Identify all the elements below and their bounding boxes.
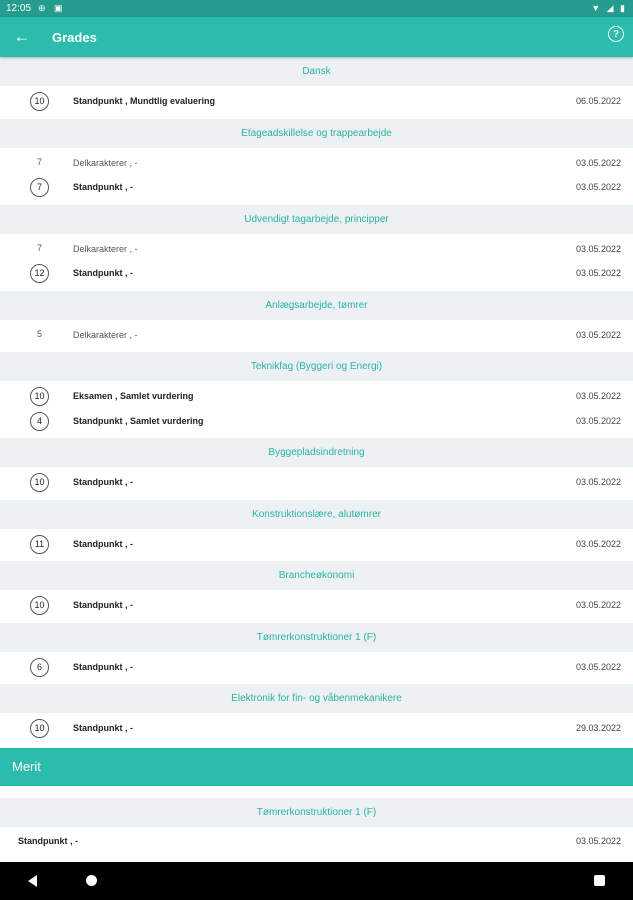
arrow-left-icon[interactable]: ← (13, 27, 31, 46)
system-nav-bar (0, 862, 633, 900)
grade-row[interactable] (0, 409, 633, 434)
subjects-container (0, 57, 633, 746)
status-bar (0, 0, 633, 17)
grade-row-label: Standpunkt , - (73, 538, 133, 549)
grade-badge: 5 (36, 328, 42, 339)
grade-row[interactable] (0, 532, 633, 557)
grade-row-date: 06.05.2022 (575, 96, 621, 106)
grades-list[interactable] (0, 57, 633, 862)
grade-rows (0, 590, 633, 623)
grade-row-label: Standpunkt , - (73, 723, 133, 733)
grade-row-label: Delkarakterer , - (73, 243, 138, 254)
grade-row[interactable] (0, 89, 633, 114)
subject-header: Byggepladsindretning (0, 438, 633, 467)
grade-row-label: Standpunkt , - (73, 600, 133, 610)
grade-row-label: Standpunkt , - (73, 661, 133, 672)
grade-row-date: 03.05.2022 (575, 243, 621, 254)
grade-row[interactable] (0, 175, 633, 200)
grade-row-date: 03.05.2022 (575, 268, 621, 278)
subject-section (0, 623, 633, 685)
grade-row-label: Standpunkt , Mundtlig evaluering (73, 96, 216, 106)
grade-row[interactable] (0, 470, 633, 495)
merit-row-label: Standpunkt , - (18, 835, 78, 846)
grade-rows (0, 148, 633, 205)
grade-row-label: Standpunkt , - (73, 477, 133, 487)
grade-badge: 6 (30, 658, 49, 677)
subject-section (0, 291, 633, 353)
grade-badge: 4 (30, 412, 49, 431)
help-circle-icon[interactable]: ? (608, 26, 624, 42)
grade-row[interactable] (0, 716, 633, 741)
status-time: 12:05 (6, 3, 32, 14)
grade-rows (0, 86, 633, 119)
grade-row-date: 03.05.2022 (575, 538, 621, 549)
grade-row[interactable] (0, 593, 633, 618)
subject-section (0, 352, 633, 438)
grade-rows (0, 529, 633, 562)
grade-badge: 10 (30, 719, 49, 738)
grade-row-date: 03.05.2022 (575, 477, 621, 487)
subject-section (0, 500, 633, 562)
grade-rows (0, 713, 633, 746)
grade-row[interactable] (0, 261, 633, 286)
grade-row-label: Delkarakterer , - (73, 329, 138, 340)
status-notification-icons: ⊕ ▣ (38, 3, 66, 13)
grade-row-label: Standpunkt , - (73, 268, 133, 278)
nav-back-icon[interactable] (28, 875, 37, 887)
merit-subject-header: Tømrerkonstruktioner 1 (F) (0, 798, 633, 827)
merit-spacer (0, 786, 633, 798)
grade-row-date: 03.05.2022 (575, 600, 621, 610)
subject-header: Etageadskillelse og trappearbejde (0, 119, 633, 148)
merit-row-date: 03.05.2022 (575, 835, 621, 846)
grade-badge: 10 (30, 596, 49, 615)
grade-row[interactable] (0, 151, 633, 176)
page-title: Grades (52, 30, 97, 45)
subject-section (0, 684, 633, 746)
subject-header: Teknikfag (Byggeri og Energi) (0, 352, 633, 381)
grade-row-label: Eksamen , Samlet vurdering (73, 391, 194, 401)
subject-header: Anlægsarbejde, tømrer (0, 291, 633, 320)
grade-badge: 10 (30, 387, 49, 406)
grade-rows (0, 320, 633, 353)
subject-header: Udvendigt tagarbejde, principper (0, 205, 633, 234)
grade-row[interactable] (0, 323, 633, 348)
grade-rows (0, 652, 633, 685)
subject-section (0, 438, 633, 500)
subject-section (0, 205, 633, 291)
merit-row[interactable] (0, 827, 633, 854)
grade-rows (0, 381, 633, 438)
grade-row-label: Standpunkt , Samlet vurdering (73, 415, 204, 426)
grade-row-date: 29.03.2022 (575, 723, 621, 733)
grade-rows (0, 234, 633, 291)
grade-badge: 7 (30, 178, 49, 197)
grade-row-date: 03.05.2022 (575, 329, 621, 340)
grade-row-label: Delkarakterer , - (73, 157, 138, 168)
grade-row-date: 03.05.2022 (575, 415, 621, 426)
status-system-icons: ▼ ◢ ▮ (591, 3, 627, 13)
grade-badge: 7 (36, 156, 42, 167)
grade-row-label: Standpunkt , - (73, 182, 133, 192)
grade-row-date: 03.05.2022 (575, 391, 621, 401)
subject-header: Konstruktionslære, alutømrer (0, 500, 633, 529)
grade-badge: 10 (30, 473, 49, 492)
app-bar (0, 17, 633, 57)
grade-row[interactable] (0, 384, 633, 409)
subject-header: Brancheøkonomi (0, 561, 633, 590)
subject-section (0, 119, 633, 205)
grade-badge: 11 (30, 535, 49, 554)
grade-badge: 10 (30, 92, 49, 111)
grade-rows (0, 467, 633, 500)
subject-section (0, 561, 633, 623)
subject-header: Elektronik for fin- og våbenmekanikere (0, 684, 633, 713)
grade-row[interactable] (0, 655, 633, 680)
grade-row-date: 03.05.2022 (575, 182, 621, 192)
grade-row[interactable] (0, 237, 633, 262)
merit-section-title: Merit (0, 748, 633, 786)
grade-row-date: 03.05.2022 (575, 661, 621, 672)
subject-header: Dansk (0, 57, 633, 86)
subject-header: Tømrerkonstruktioner 1 (F) (0, 623, 633, 652)
nav-recents-icon[interactable] (594, 875, 605, 886)
grade-badge: 7 (36, 242, 42, 253)
grade-row-date: 03.05.2022 (575, 157, 621, 168)
grade-badge: 12 (30, 264, 49, 283)
nav-home-icon[interactable] (86, 875, 97, 886)
subject-section (0, 57, 633, 119)
